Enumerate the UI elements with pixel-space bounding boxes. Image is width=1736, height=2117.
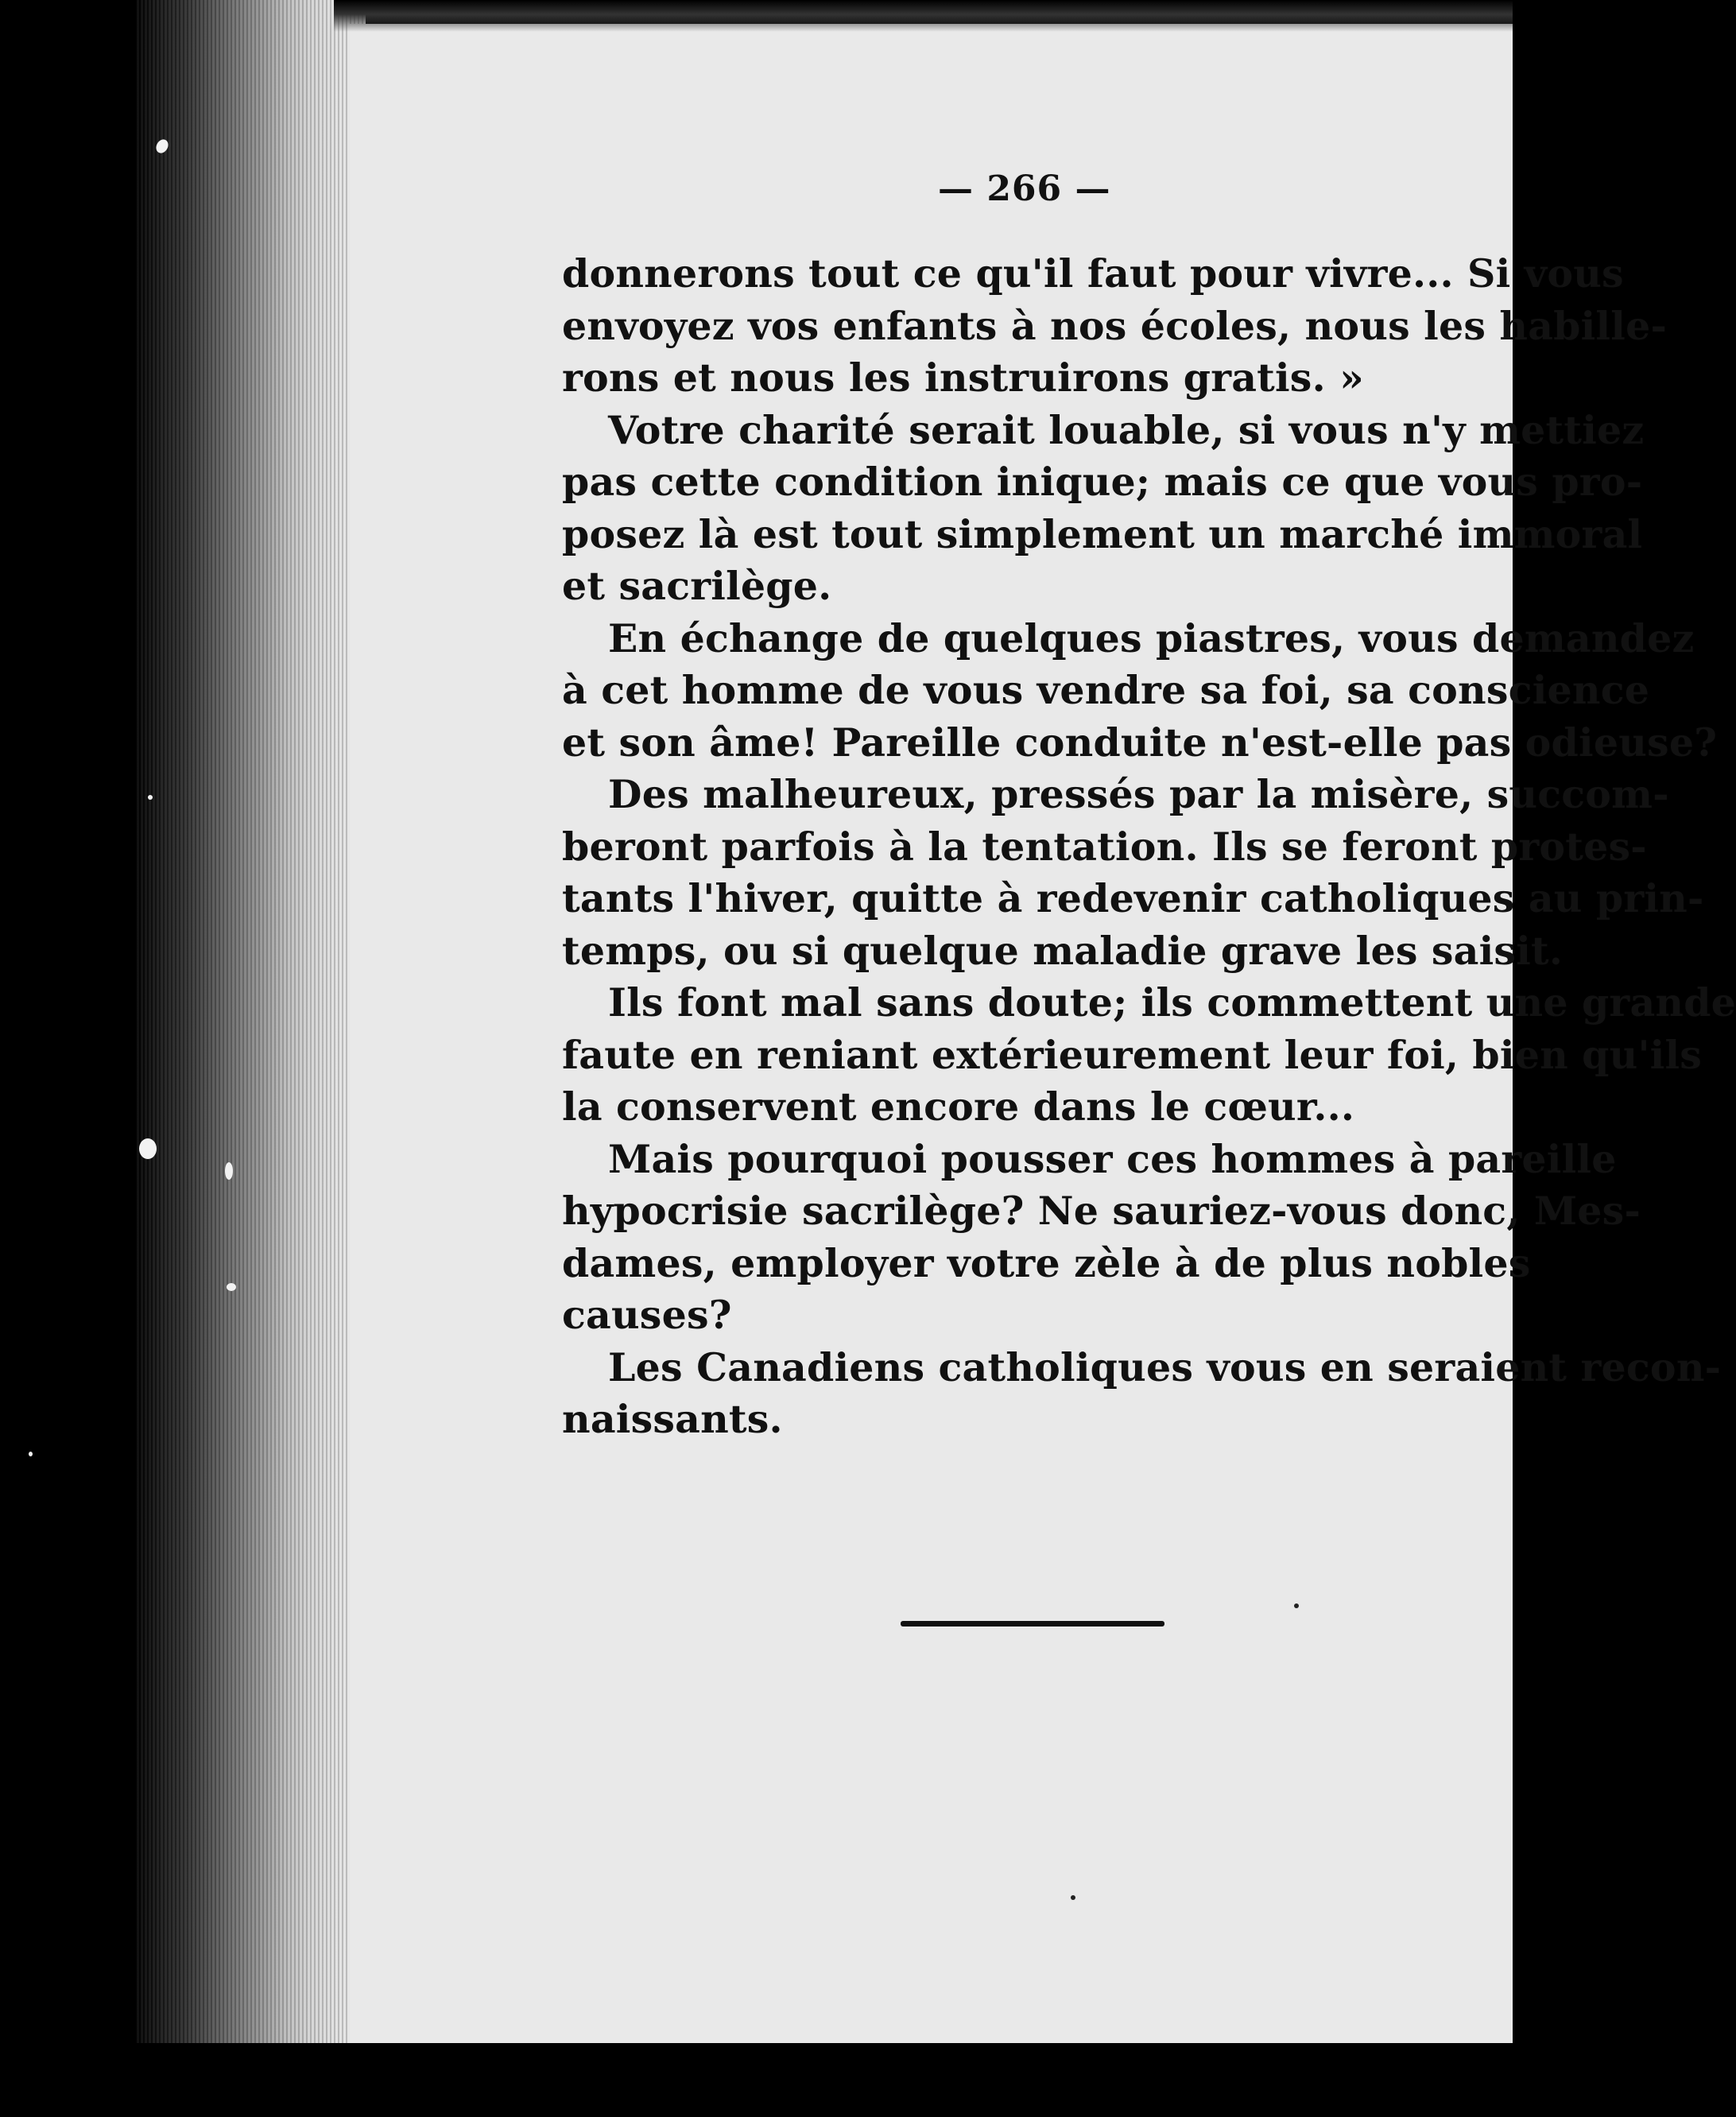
margin-speck (227, 1283, 236, 1291)
text-line: Les Canadiens catholiques vous en seraient recon- (608, 1343, 1722, 1390)
text-line: causes? (562, 1292, 732, 1338)
text-line: En échange de quelques piastres, vous demandez (608, 615, 1695, 661)
page-number: — 266 — (938, 169, 1111, 209)
page-speck (1071, 1895, 1075, 1900)
text-line: faute en reniant extérieurement leur foi, bien qu'ils (562, 1031, 1703, 1078)
text-line: la conservent encore dans le cœur... (562, 1084, 1355, 1130)
end-rule (901, 1621, 1164, 1627)
text-line: envoyez vos enfants à nos écoles, nous les habille- (562, 302, 1667, 349)
margin-speck (225, 1162, 233, 1180)
text-line: à cet homme de vous vendre sa foi, sa conscience (562, 667, 1650, 713)
margin-speck (148, 795, 153, 800)
text-line: dames, employer votre zèle à de plus nobles (562, 1239, 1531, 1286)
text-line: temps, ou si quelque maladie grave les saisit. (562, 927, 1564, 974)
text-line: tants l'hiver, quitte à redevenir catholiques au prin- (562, 875, 1704, 921)
margin-speck (139, 1138, 157, 1159)
text-line: naissants. (562, 1396, 783, 1442)
text-line: Des malheureux, pressés par la misère, succom- (608, 771, 1669, 817)
top-edge-shadow (334, 0, 1513, 32)
text-line: pas cette condition inique; mais ce que vous pro- (562, 459, 1643, 505)
text-line: donnerons tout ce qu'il faut pour vivre... Si vous (562, 250, 1624, 297)
text-line: posez là est tout simplement un marché immoral (562, 510, 1643, 557)
book-gutter (135, 0, 366, 2059)
text-line: rons et nous les instruirons gratis. » (562, 355, 1364, 401)
text-line: beront parfois à la tentation. Ils se feront protes- (562, 823, 1647, 870)
margin-speck (29, 1452, 33, 1456)
page-speck (1294, 1603, 1299, 1608)
text-line: et sacrilège. (562, 563, 832, 609)
bottom-edge (0, 2043, 1513, 2117)
text-line: Votre charité serait louable, si vous n'y mettiez (608, 406, 1645, 453)
text-line: hypocrisie sacrilège? Ne sauriez-vous donc, Mes- (562, 1188, 1641, 1234)
text-line: Mais pourquoi pousser ces hommes à pareille (608, 1135, 1617, 1182)
text-line: Ils font mal sans doute; ils commettent une grande (608, 979, 1736, 1026)
text-line: et son âme! Pareille conduite n'est-elle pas odieuse? (562, 719, 1718, 766)
body-text (562, 248, 1736, 1446)
